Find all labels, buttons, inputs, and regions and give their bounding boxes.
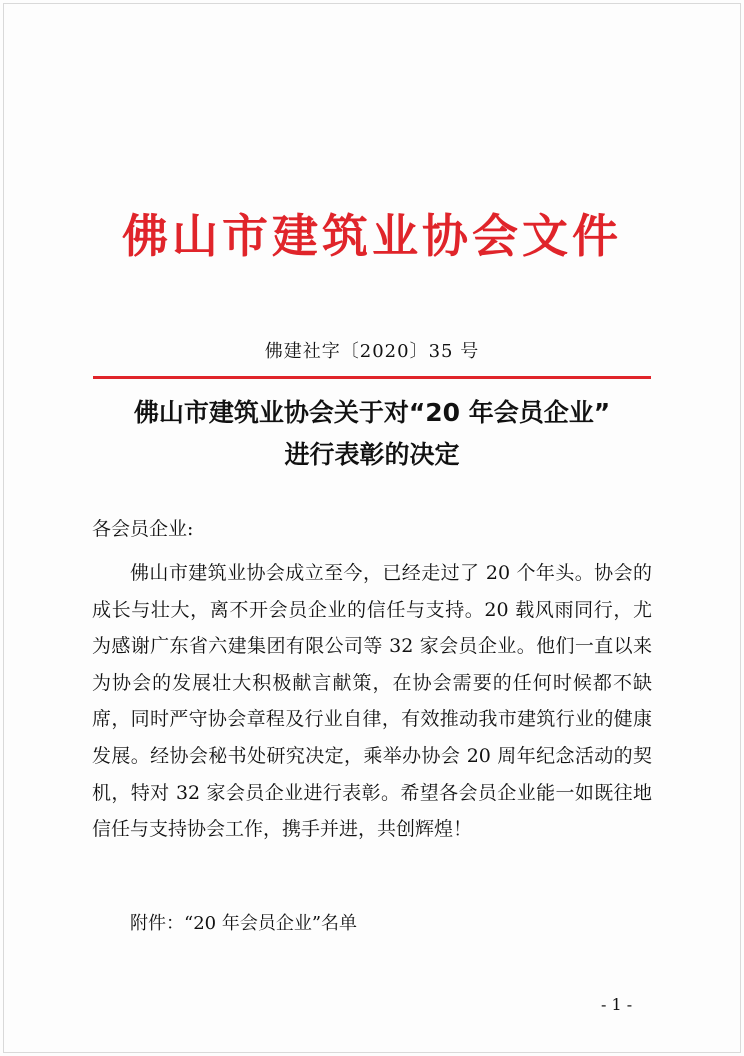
document-title [70, 392, 674, 476]
body-paragraph: 佛山市建筑业协会成立至今，已经走过了 20 个年头。协会的成长与壮大，离不开会员企业的信任与支持。20 载风雨同行，尤为感谢广东省六建集团有限公司等 32 家会员企业。他们一直以来为协会的发展壮大积极献言献策，在协会需要的任何时候都不缺席，同时严守协会章程及行业自律，有效推动我市建筑行业的健康发展。经协会秘书处研究决定，乘举办协会 20 周年纪念活动的契机，特对 32 家会员企业进行表彰。希望各会员企业能一如既往地信任与支持协会工作，携手并进，共创辉煌！ [92, 562, 652, 841]
red-divider-line [93, 376, 651, 379]
header-title: 佛山市建筑业协会文件 [122, 209, 622, 263]
page-number: - 1 - [601, 995, 633, 1014]
document-title-line-2: 进行表彰的决定 [284, 440, 460, 469]
document-number: 佛建社字〔2020〕35 号 [264, 341, 480, 362]
attachment-note: 附件：“20 年会员企业”名单 [130, 913, 358, 934]
addressee: 各会员企业: [92, 518, 194, 540]
document-title-line-1: 佛山市建筑业协会关于对“20 年会员企业” [133, 398, 611, 427]
